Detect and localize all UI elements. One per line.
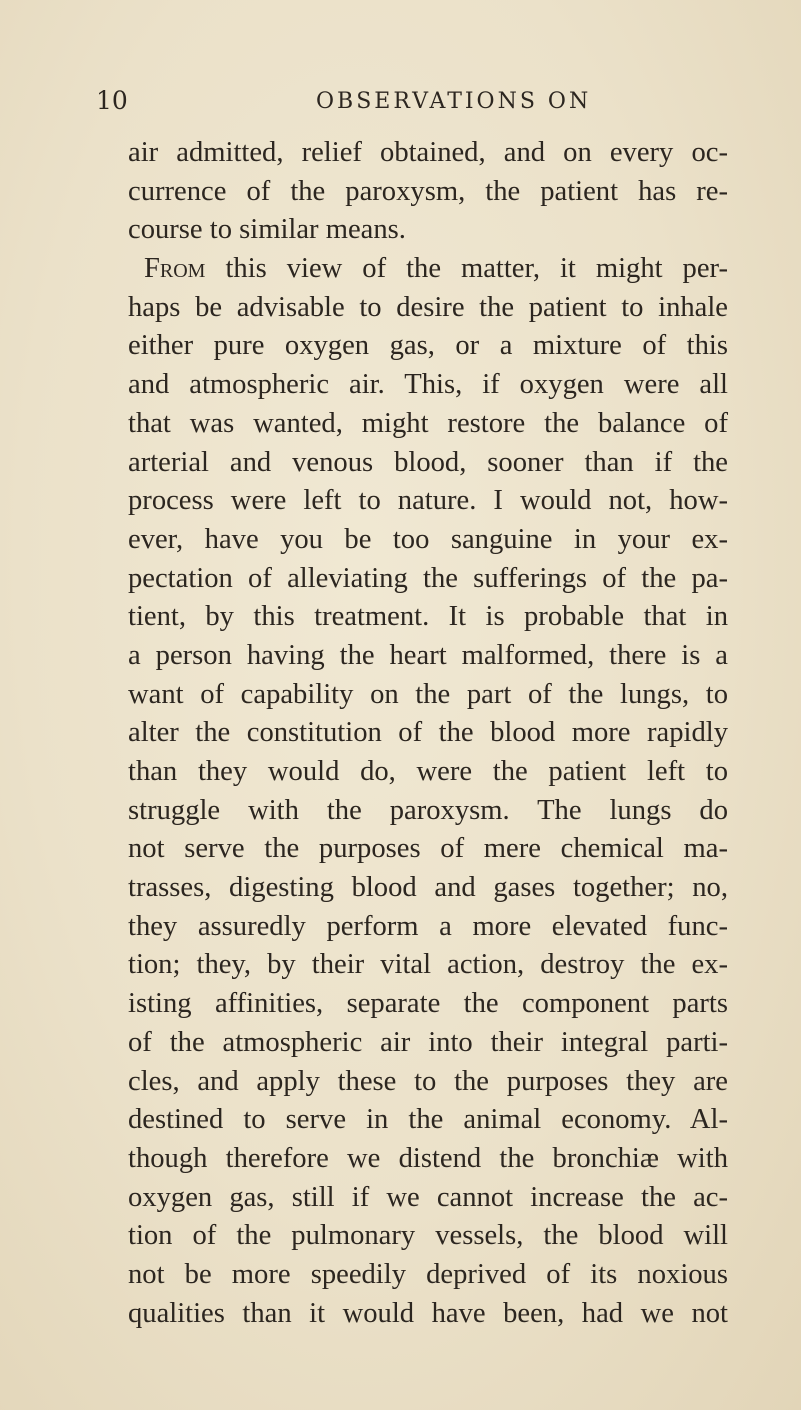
text-line: want of capability on the part of the lungs, to (128, 678, 728, 710)
text-line: ever, have you be too sanguine in your ex- (128, 523, 728, 555)
text-line: of the atmospheric air into their integral parti- (128, 1026, 728, 1058)
text-line: tion; they, by their vital action, destroy the ex- (128, 949, 728, 981)
paragraph-lead-word: From (144, 253, 206, 285)
text-line: haps be advisable to desire the patient to inhale (128, 291, 728, 323)
text-line: not serve the purposes of mere chemical ma- (128, 833, 728, 865)
text-line: tion of the pulmonary vessels, the blood will (128, 1220, 728, 1252)
text-line-rest: this view of the matter, it might per- (225, 253, 728, 285)
running-title: OBSERVATIONS ON (316, 89, 592, 114)
text-line: and atmospheric air. This, if oxygen were all (128, 369, 728, 401)
text-line: course to similar means. (128, 214, 406, 246)
text-line: air admitted, relief obtained, and on every oc- (128, 137, 728, 168)
text-line: either pure oxygen gas, or a mixture of this (128, 330, 728, 362)
text-line: not be more speedily deprived of its noxious (128, 1258, 728, 1290)
text-line: than they would do, were the patient left to (128, 756, 728, 787)
text-line: that was wanted, might restore the balance of (128, 407, 728, 439)
text-line: cles, and apply these to the purposes they are (128, 1065, 728, 1097)
text-line: struggle with the paroxysm. The lungs do (128, 794, 728, 826)
text-line: trasses, digesting blood and gases together; no, (128, 872, 728, 904)
text-line: oxygen gas, still if we cannot increase the ac- (128, 1181, 728, 1213)
text-line: destined to serve in the animal economy. Al- (128, 1104, 728, 1136)
page-number: 10 (96, 86, 128, 115)
paragraph-start-line (128, 250, 728, 289)
text-line: currence of the paroxysm, the patient has re- (128, 175, 728, 207)
text-line: process were left to nature. I would not, how- (128, 485, 728, 517)
text-line: pectation of alleviating the sufferings of the pa- (128, 562, 728, 594)
text-line: they assuredly perform a more elevated func- (128, 910, 728, 942)
text-line: tient, by this treatment. It is probable that in (128, 601, 728, 633)
text-line: isting affinities, separate the component parts (128, 988, 728, 1020)
text-line: qualities than it would have been, had we not (128, 1297, 728, 1329)
running-head (0, 86, 801, 126)
text-line: though therefore we distend the bronchiæ with (128, 1142, 728, 1174)
text-line: a person having the heart malformed, there is a (128, 639, 728, 671)
body-text (128, 134, 728, 1333)
text-line: arterial and venous blood, sooner than if the (128, 446, 728, 478)
text-line: alter the constitution of the blood more rapidly (128, 717, 728, 749)
